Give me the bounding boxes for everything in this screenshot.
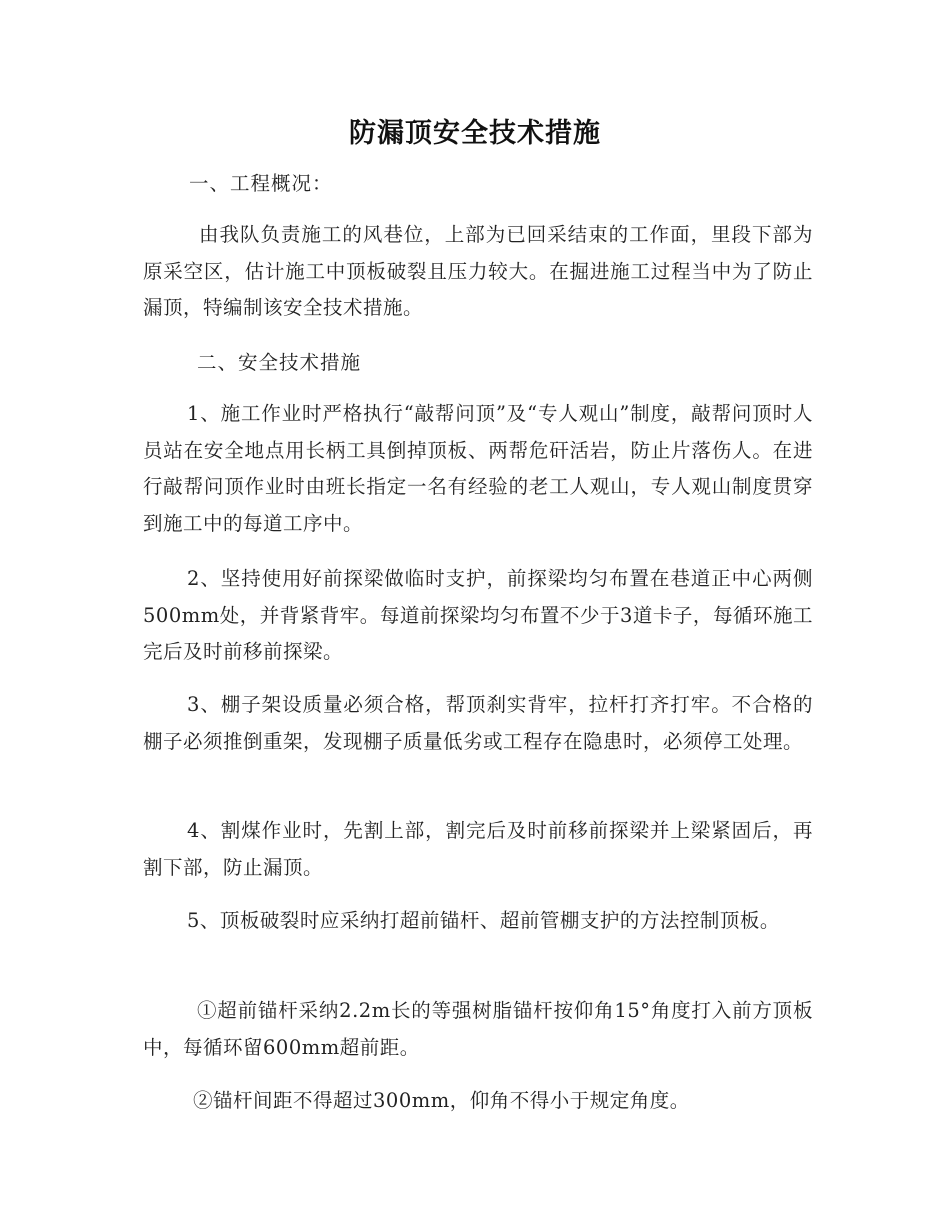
document-title: 防漏顶安全技术措施 bbox=[349, 118, 601, 149]
paragraph-subitem-1: ①超前锚杆采纳2.2m长的等强树脂锚杆按仰角15°角度打入前方顶板中，每循环留600mm超前距。 bbox=[143, 999, 813, 1059]
section-heading-measures: 二、安全技术措施 bbox=[197, 351, 362, 374]
paragraph-item-5: 5、顶板破裂时应采纳打超前锚杆、超前管棚支护的方法控制顶板。 bbox=[187, 909, 780, 932]
section-heading-overview: 一、工程概况： bbox=[189, 172, 333, 195]
paragraph-item-1: 1、施工作业时严格执行“敲帮问顶”及“专人观山”制度，敲帮问顶时人员站在安全地点用长柄工具倒掉顶板、两帮危矸活岩，防止片落伤人。在进行敲帮问顶作业时由班长指定一名有经验的老工人观山，专人观山制度贯穿到施工中的每道工序中。 bbox=[143, 402, 813, 535]
paragraph-subitem-2: ②锚杆间距不得超过300mm，仰角不得小于规定角度。 bbox=[193, 1089, 690, 1112]
paragraph-item-2: 2、坚持使用好前探梁做临时支护，前探梁均匀布置在巷道正中心两侧500mm处，并背紧背牢。每道前探梁均匀布置不少于3道卡子，每循环施工完后及时前移前探梁。 bbox=[143, 567, 813, 663]
paragraph-overview: 由我队负责施工的风巷位，上部为已回采结束的工作面，里段下部为原采空区，估计施工中顶板破裂且压力较大。在掘进施工过程当中为了防止漏顶，特编制该安全技术措施。 bbox=[143, 223, 813, 319]
paragraph-item-4: 4、割煤作业时，先割上部，割完后及时前移前探梁并上梁紧固后，再割下部，防止漏顶。 bbox=[143, 819, 813, 879]
paragraph-item-3: 3、棚子架设质量必须合格，帮顶刹实背牢，拉杆打齐打牢。不合格的棚子必须推倒重架，发现棚子质量低劣或工程存在隐患时，必须停工处理。 bbox=[143, 693, 813, 753]
